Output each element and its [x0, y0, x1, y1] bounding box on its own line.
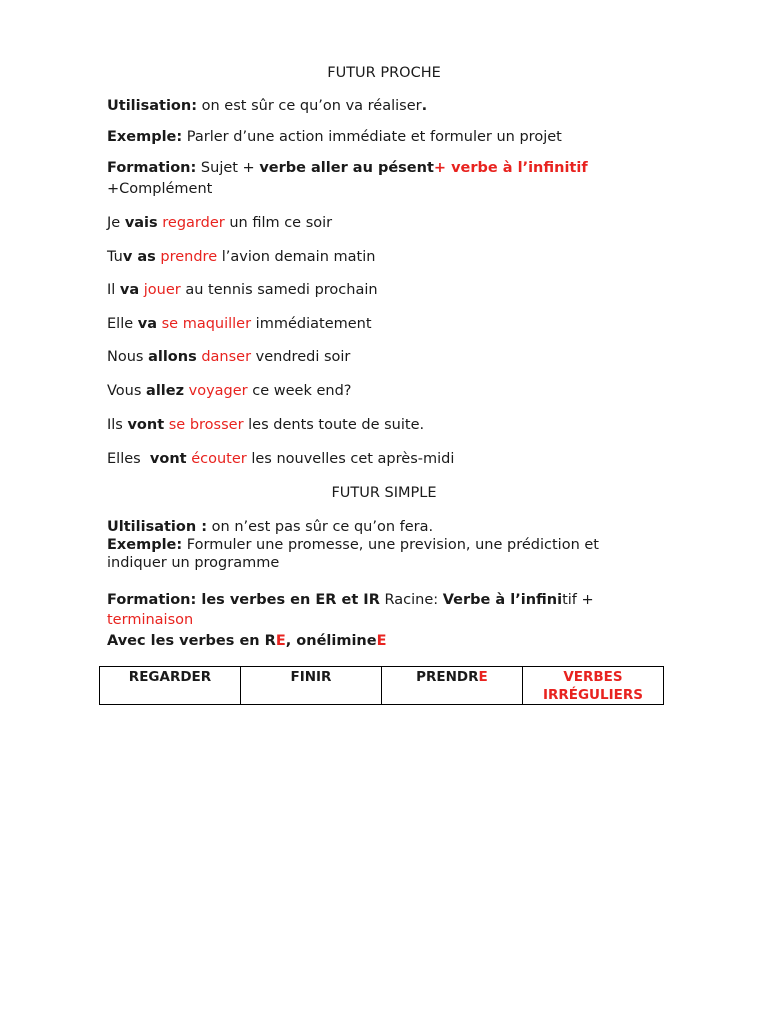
conjugation-line: [107, 314, 372, 334]
conjugation-line: [107, 280, 378, 300]
formation-infinitif: + verbe à l’infinitif: [433, 160, 588, 176]
exemple-text: Parler d’une action immédiate et formuler un projet: [182, 129, 562, 145]
formation-complement: +Complément: [107, 181, 213, 197]
exemple-text: Formuler une promesse, une prevision, une prédiction et: [182, 537, 599, 553]
avec-text: Avec les verbes en R: [107, 633, 276, 649]
verb-table: [99, 666, 664, 705]
formation-sujet: Sujet +: [196, 160, 260, 176]
formation-line: [107, 158, 588, 178]
formation-label: Formation:: [107, 160, 197, 176]
conjugation-line: [107, 213, 332, 233]
formation-tif: tif +: [562, 592, 594, 608]
utilisation-text: on est sûr ce qu’on va réaliser: [197, 98, 422, 114]
pronoun: Tu: [107, 249, 123, 265]
utilisation-line: [107, 96, 427, 116]
cell-text: VERBES IRRÉGULIERS: [542, 669, 643, 703]
ultilisation-line: [107, 517, 433, 537]
utilisation-label: Utilisation:: [107, 98, 198, 114]
auxiliary: vont: [149, 451, 187, 467]
pronoun: Nous: [107, 349, 149, 365]
table-cell-prendre: [381, 667, 522, 705]
pronoun: Ils: [107, 417, 128, 433]
formation-verbe: Verbe à l’infini: [442, 592, 563, 608]
table-row: [100, 667, 664, 705]
infinitive-verb: écouter: [191, 451, 247, 467]
complement: un film ce soir: [224, 215, 333, 231]
complement: les nouvelles cet après-midi: [246, 451, 455, 467]
auxiliary: vont: [127, 417, 165, 433]
formation-aller: verbe aller au pésent: [259, 160, 434, 176]
formation-label: Formation: les verbes en ER et IR: [107, 592, 380, 608]
cell-text: REGARDER: [128, 669, 212, 685]
avec-e-red: E: [275, 633, 286, 649]
auxiliary: v as: [122, 249, 156, 265]
pronoun: Vous: [107, 383, 147, 399]
auxiliary: va: [119, 282, 140, 298]
conjugation-line: [107, 415, 424, 435]
avec-elimine: , onélimine: [285, 633, 377, 649]
auxiliary: allons: [148, 349, 197, 365]
simple-terminaison-line: [107, 610, 193, 630]
infinitive-verb: jouer: [143, 282, 181, 298]
table-cell-irreguliers: [522, 667, 663, 705]
complement: ce week end?: [247, 383, 352, 399]
formation-racine: Racine:: [379, 592, 443, 608]
title-text: FUTUR PROCHE: [327, 65, 441, 81]
table-cell-regarder: [100, 667, 241, 705]
exemple-label: Exemple:: [107, 129, 183, 145]
futur-simple-title: [0, 483, 768, 503]
auxiliary: vais: [124, 215, 158, 231]
auxiliary: va: [137, 316, 157, 332]
auxiliary: allez: [146, 383, 185, 399]
utilisation-period: .: [421, 98, 428, 114]
ultilisation-label: Ultilisation :: [107, 519, 208, 535]
infinitive-verb: voyager: [188, 383, 248, 399]
simple-formation-line: [107, 590, 594, 610]
avec-e-red-2: E: [376, 633, 387, 649]
conjugation-line: [107, 347, 350, 367]
exemple-label: Exemple:: [107, 537, 183, 553]
infinitive-verb: danser: [201, 349, 252, 365]
pronoun: Elles: [107, 451, 150, 467]
cell-text: FINIR: [290, 669, 332, 685]
conjugation-line: [107, 381, 352, 401]
pronoun: Il: [107, 282, 120, 298]
title-text: FUTUR SIMPLE: [331, 485, 437, 501]
terminaison-text: terminaison: [107, 612, 194, 628]
complement: immédiatement: [251, 316, 372, 332]
table-cell-finir: [240, 667, 381, 705]
cell-text-red: E: [478, 669, 488, 685]
complement: l’avion demain matin: [217, 249, 376, 265]
infinitive-verb: se brosser: [168, 417, 244, 433]
infinitive-verb: se maquiller: [161, 316, 252, 332]
conjugation-line: [107, 449, 454, 469]
infinitive-verb: prendre: [160, 249, 218, 265]
simple-exemple-line-2: [107, 553, 279, 573]
exemple-text-continued: indiquer un programme: [107, 555, 280, 571]
complement: au tennis samedi prochain: [180, 282, 378, 298]
futur-proche-title: [0, 63, 768, 83]
complement: vendredi soir: [251, 349, 351, 365]
conjugation-line: [107, 247, 375, 267]
simple-exemple-line: [107, 535, 599, 555]
ultilisation-text: on n’est pas sûr ce qu’on fera.: [207, 519, 434, 535]
cell-text: PRENDR: [416, 669, 479, 685]
infinitive-verb: regarder: [162, 215, 225, 231]
exemple-line: [107, 127, 562, 147]
complement: les dents toute de suite.: [243, 417, 425, 433]
pronoun: Elle: [107, 316, 138, 332]
formation-complement-line: [107, 179, 212, 199]
pronoun: Je: [107, 215, 125, 231]
avec-line: [107, 631, 387, 651]
